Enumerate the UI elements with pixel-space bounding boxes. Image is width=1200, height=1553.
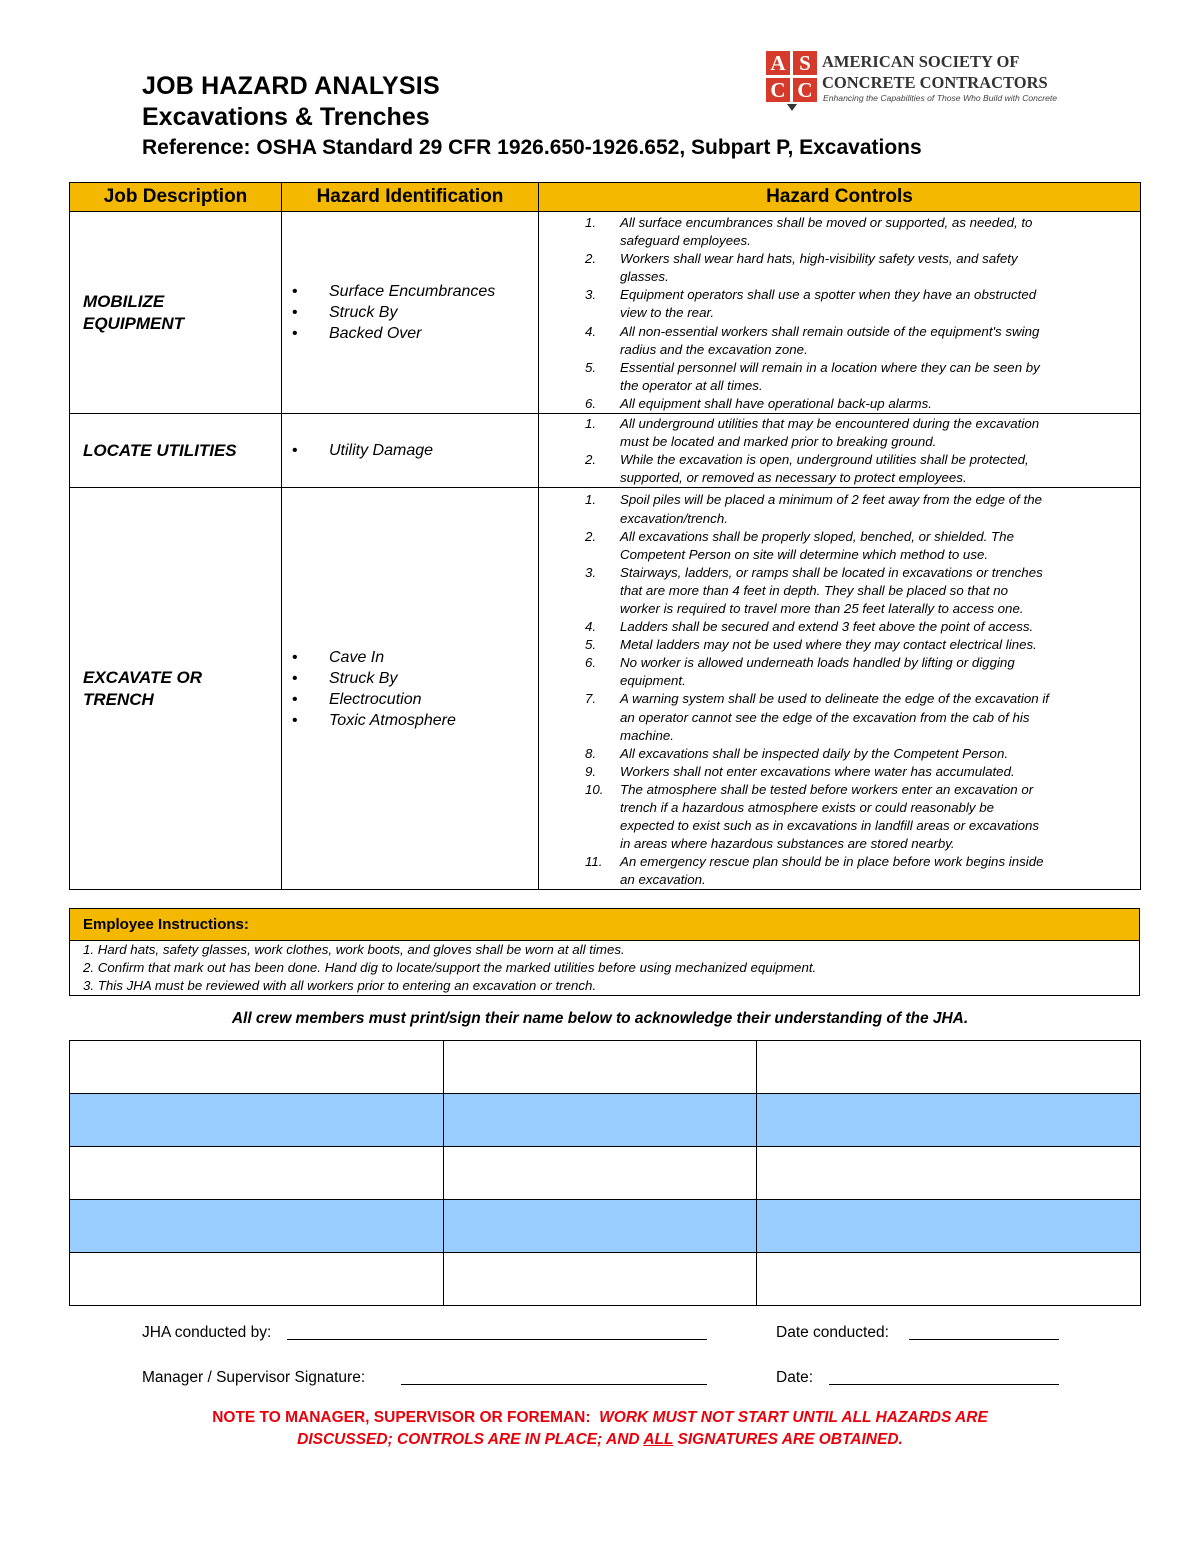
signature-row <box>70 1253 1141 1306</box>
table-row <box>70 414 1141 488</box>
ascc-logo <box>766 51 1076 111</box>
conducted-by-line[interactable] <box>287 1339 707 1340</box>
conducted-by-label: JHA conducted by: <box>142 1324 272 1341</box>
control-number: 4. <box>585 323 597 339</box>
control-number: 1. <box>585 215 597 230</box>
date-line[interactable] <box>829 1384 1059 1385</box>
controls-cell <box>539 488 1141 890</box>
logo-arrow-icon <box>787 104 797 111</box>
header-job-description: Job Description <box>70 183 282 212</box>
hazard-item: • Struck By <box>282 668 538 689</box>
signature-field[interactable] <box>70 1094 444 1147</box>
table-header-row <box>70 183 1141 212</box>
logo-name-line2: CONCRETE CONTRACTORS <box>822 73 1048 92</box>
control-item: 10. The atmosphere shall be tested before workers enter an excavation or trench if a hazardous atmosphere exists or could reasonably be expected to exist such as in excavations in landfill areas or excavations in areas where hazardous substances are stored nearby. <box>585 781 1040 852</box>
note-text: WORK MUST NOT START UNTIL ALL HAZARDS ARE <box>599 1409 988 1426</box>
control-item: 5. Metal ladders may not be used where they may contact electrical lines. <box>539 636 1140 654</box>
control-number: 10. <box>585 781 604 797</box>
controls-cell <box>539 212 1141 414</box>
signature-field[interactable] <box>757 1200 1141 1253</box>
signature-field[interactable] <box>444 1094 757 1147</box>
signature-field[interactable] <box>70 1253 444 1306</box>
logo-letter: A <box>766 51 790 75</box>
control-item: 4. Ladders shall be secured and extend 3 feet above the point of access. <box>539 618 1140 636</box>
job-text: EQUIPMENT <box>83 313 185 333</box>
control-number: 1. <box>585 492 597 508</box>
control-item: 11. An emergency rescue plan should be in place before work begins inside an excavation. <box>585 854 1044 888</box>
hazard-table <box>69 182 1141 890</box>
control-number: 6. <box>585 395 597 411</box>
instruction-item: 2. Confirm that mark out has been done. Hand dig to locate/support the marked utilities before using mechanized equipment. <box>83 960 817 975</box>
control-number: 2. <box>585 452 597 468</box>
signature-grid <box>69 1040 1141 1306</box>
hazard-item: • Utility Damage <box>282 440 538 461</box>
document-title: JOB HAZARD ANALYSIS <box>142 72 440 100</box>
logo-letter: C <box>793 78 817 102</box>
signature-field[interactable] <box>444 1041 757 1094</box>
date-label: Date: <box>776 1369 814 1386</box>
acknowledgement-text: All crew members must print/sign their name below to acknowledge their understanding of the JHA. <box>231 1010 969 1027</box>
logo-name-line1: AMERICAN SOCIETY OF <box>822 52 1020 71</box>
job-description-cell <box>70 414 282 488</box>
control-item: 5. Essential personnel will remain in a location where they can be seen by the operator at all times. <box>585 359 1040 393</box>
hazard-item: • Cave In <box>282 647 538 668</box>
employee-instructions <box>69 908 1140 996</box>
signature-row <box>70 1094 1141 1147</box>
hazard-item: • Backed Over <box>282 323 538 344</box>
signature-field[interactable] <box>757 1147 1141 1200</box>
control-item: 6. No worker is allowed underneath loads handled by lifting or digging equipment. <box>585 655 1015 689</box>
hazard-item: • Electrocution <box>282 689 538 710</box>
hazard-item: • Struck By <box>282 302 538 323</box>
hazard-item: • Surface Encumbrances <box>282 281 538 302</box>
job-text: EXCAVATE OR <box>83 667 203 687</box>
hazard-cell <box>282 488 539 890</box>
control-number: 6. <box>585 655 597 671</box>
signature-field[interactable] <box>444 1253 757 1306</box>
signature-field[interactable] <box>70 1147 444 1200</box>
hazard-cell <box>282 414 539 488</box>
control-item: 3. Stairways, ladders, or ramps shall be located in excavations or trenches that are more than 4 feet in depth. They shall be placed so that no worker is required to travel more than 25 feet laterally to access one. <box>585 564 1043 616</box>
note-text: SIGNATURES ARE OBTAINED. <box>677 1431 903 1448</box>
manager-signature-label: Manager / Supervisor Signature: <box>142 1369 366 1386</box>
signature-row <box>70 1200 1141 1253</box>
control-number: 2. <box>585 528 597 544</box>
job-text: TRENCH <box>83 689 154 709</box>
header-hazard-controls: Hazard Controls <box>539 183 1141 212</box>
instruction-item: 1. Hard hats, safety glasses, work clothes, work boots, and gloves shall be worn at all times. <box>83 942 625 957</box>
logo-letter: C <box>766 78 790 102</box>
control-item: 4. All non-essential workers shall remain outside of the equipment's swing radius and the excavation zone. <box>585 323 1040 357</box>
signature-field[interactable] <box>444 1200 757 1253</box>
control-item: 1. Spoil piles will be placed a minimum of 2 feet away from the edge of the excavation/trench. <box>585 492 1043 526</box>
control-item: 1. All underground utilities that may be encountered during the excavation must be located and marked prior to breaking ground. <box>585 416 1040 450</box>
note-text: DISCUSSED; CONTROLS ARE IN PLACE; AND <box>297 1431 640 1448</box>
control-number: 3. <box>585 564 597 580</box>
control-item: 2. Workers shall wear hard hats, high-visibility safety vests, and safety glasses. <box>585 251 1018 285</box>
control-item: 1. All surface encumbrances shall be moved or supported, as needed, to safeguard employees. <box>585 215 1033 249</box>
control-item: 8. All excavations shall be inspected daily by the Competent Person. <box>539 745 1140 763</box>
control-item: 7. A warning system shall be used to delineate the edge of the excavation if an operator cannot see the edge of the excavation from the cab of his machine. <box>585 691 1049 743</box>
signature-row <box>70 1041 1141 1094</box>
controls-cell <box>539 414 1141 488</box>
manager-note <box>0 1407 1200 1451</box>
instruction-item: 3. This JHA must be reviewed with all workers prior to entering an excavation or trench. <box>83 978 597 993</box>
date-conducted-label: Date conducted: <box>776 1324 889 1341</box>
header-hazard-identification: Hazard Identification <box>282 183 539 212</box>
control-item: 3. Equipment operators shall use a spotter when they have an obstructed view to the rear. <box>585 287 1037 321</box>
logo-tagline: Enhancing the Capabilities of Those Who Build with Concrete <box>823 93 1058 103</box>
logo-mark <box>766 51 818 103</box>
hazard-cell <box>282 212 539 414</box>
table-row <box>70 212 1141 414</box>
signature-field[interactable] <box>444 1147 757 1200</box>
control-item: 2. All excavations shall be properly sloped, benched, or shielded. The Competent Person on site will determine which method to use. <box>585 528 1014 562</box>
control-number: 2. <box>585 251 597 267</box>
signature-field[interactable] <box>757 1253 1141 1306</box>
control-item: 2. While the excavation is open, underground utilities shall be protected, supported, or removed as necessary to protect employees. <box>585 452 1029 486</box>
note-prefix: NOTE TO MANAGER, SUPERVISOR OR FOREMAN: <box>212 1409 591 1426</box>
signature-field[interactable] <box>70 1200 444 1253</box>
control-number: 7. <box>585 691 597 707</box>
table-row <box>70 488 1141 890</box>
control-number: 5. <box>585 637 597 653</box>
control-number: 8. <box>585 745 597 761</box>
control-item: 6. All equipment shall have operational back-up alarms. <box>539 395 1140 413</box>
job-text: MOBILIZE <box>83 291 165 311</box>
signature-field[interactable] <box>757 1041 1141 1094</box>
control-number: 5. <box>585 359 597 375</box>
signature-field[interactable] <box>757 1094 1141 1147</box>
control-number: 4. <box>585 619 597 635</box>
signature-field[interactable] <box>70 1041 444 1094</box>
control-item: 9. Workers shall not enter excavations where water has accumulated. <box>539 763 1140 781</box>
logo-letter: S <box>793 51 817 75</box>
manager-signature-line[interactable] <box>401 1384 707 1385</box>
job-description-cell <box>70 212 282 414</box>
control-number: 3. <box>585 287 597 303</box>
control-number: 1. <box>585 416 597 432</box>
reference-line: Reference: OSHA Standard 29 CFR 1926.650-1926.652, Subpart P, Excavations <box>142 136 922 159</box>
hazard-item: • Toxic Atmosphere <box>282 710 538 731</box>
job-text: LOCATE UTILITIES <box>83 440 237 460</box>
instructions-heading: Employee Instructions: <box>70 909 1139 941</box>
note-emphasis: ALL <box>643 1431 674 1448</box>
control-number: 11. <box>585 854 603 870</box>
date-conducted-line[interactable] <box>909 1339 1059 1340</box>
control-number: 9. <box>585 763 597 779</box>
signature-row <box>70 1147 1141 1200</box>
document-subtitle: Excavations & Trenches <box>142 103 430 131</box>
job-description-cell <box>70 488 282 890</box>
